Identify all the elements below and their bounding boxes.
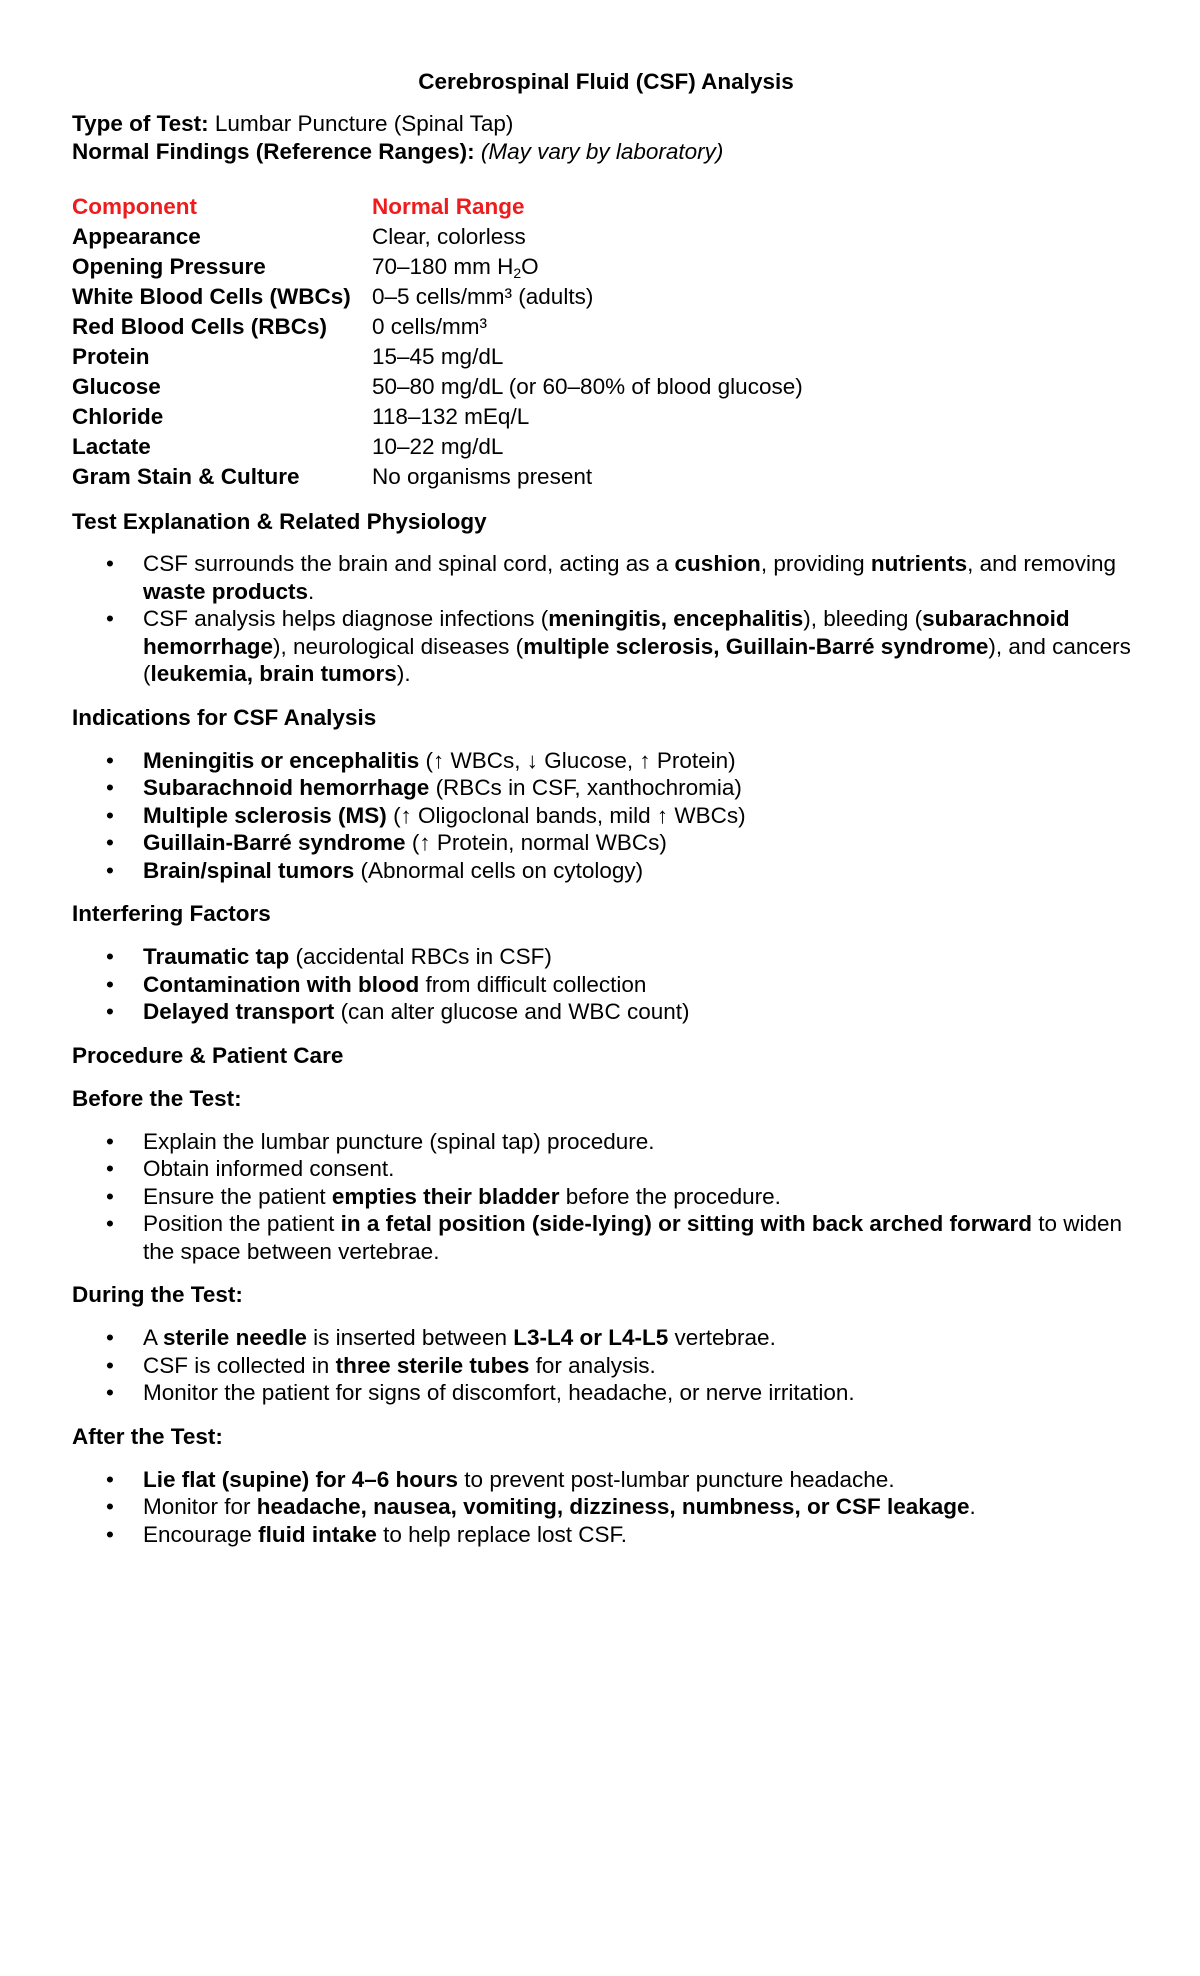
text: (accidental RBCs in CSF) — [289, 944, 552, 969]
text: CSF analysis helps diagnose infections ( — [143, 606, 549, 631]
bold-text: subarachnoid hemorrhage — [143, 606, 1070, 659]
bold-text: Delayed transport — [143, 999, 335, 1024]
component-cell: Protein — [72, 344, 150, 369]
table-row — [72, 252, 1132, 282]
bullet-icon: • — [106, 606, 114, 631]
bold-text: cushion — [674, 551, 761, 576]
bold-text: in a fetal position (side-lying) or sitting with back arched forward — [340, 1211, 1032, 1236]
list-item — [72, 802, 1132, 830]
text: (RBCs in CSF, xanthochromia) — [429, 775, 742, 800]
text: Monitor for — [143, 1494, 257, 1519]
text: to help replace lost CSF. — [376, 1521, 627, 1547]
after-list — [72, 1466, 1132, 1549]
bold-text: Contamination with blood — [143, 971, 420, 997]
text: Encourage — [143, 1521, 259, 1547]
section-heading-procedure: Procedure & Patient Care — [72, 1042, 344, 1068]
text: , providing — [760, 551, 871, 576]
header-component: Component — [72, 194, 197, 219]
list-item — [72, 747, 1132, 775]
bullet-icon: • — [106, 775, 114, 800]
during-list — [72, 1324, 1132, 1407]
normal-range-cell: 0 cells/mm³ — [372, 314, 488, 339]
text: Position the patient — [143, 1211, 341, 1236]
bullet-icon: • — [106, 1156, 114, 1181]
bold-text: fluid intake — [258, 1521, 377, 1547]
text: CSF surrounds the brain and spinal cord, acting as a — [143, 551, 675, 576]
list-item — [72, 1324, 1132, 1352]
bold-text: Traumatic tap — [143, 944, 290, 969]
text: to prevent post-lumbar puncture headache. — [458, 1466, 895, 1492]
text: to widen the space between vertebrae. — [143, 1211, 1123, 1264]
normal-range-cell: 118–132 mEq/L — [372, 404, 530, 429]
bullet-icon: • — [106, 1380, 114, 1405]
text: is inserted between — [306, 1325, 514, 1350]
text: (↑ WBCs, ↓ Glucose, ↑ Protein) — [419, 747, 736, 773]
text: A — [143, 1325, 164, 1350]
bullet-icon: • — [106, 857, 114, 883]
bold-text: meningitis, encephalitis — [548, 606, 804, 631]
bold-text: Multiple sclerosis (MS) — [143, 802, 387, 828]
list-item — [72, 829, 1132, 857]
table-row — [72, 432, 1132, 462]
normal-range-cell: 50–80 mg/dL (or 60–80% of blood glucose) — [372, 374, 803, 399]
bullet-icon: • — [106, 1521, 114, 1547]
list-item — [72, 971, 1132, 999]
normal-range-cell: 10–22 mg/dL — [372, 434, 504, 459]
list-item — [72, 550, 1132, 605]
bullet-icon: • — [106, 1466, 114, 1492]
list-item — [72, 1379, 1132, 1407]
component-cell: White Blood Cells (WBCs) — [72, 284, 351, 309]
before-list — [72, 1128, 1132, 1266]
text: CSF is collected in — [143, 1352, 336, 1378]
indications-list — [72, 747, 1132, 885]
bold-text: Lie flat (supine) for 4–6 hours — [143, 1466, 459, 1492]
text: Ensure the patient — [143, 1183, 332, 1209]
section-heading-interfering: Interfering Factors — [72, 901, 271, 926]
component-cell: Chloride — [72, 404, 164, 429]
list-item — [72, 1210, 1132, 1265]
text: (↑ Oligoclonal bands, mild ↑ WBCs) — [386, 802, 746, 828]
component-cell: Glucose — [72, 374, 161, 399]
table-header-row — [72, 192, 1132, 222]
document-title: Cerebrospinal Fluid (CSF) Analysis — [418, 69, 794, 94]
list-item — [72, 998, 1132, 1026]
table-row — [72, 282, 1132, 312]
table-row — [72, 462, 1132, 492]
bold-text: Meningitis or encephalitis — [143, 747, 420, 773]
normal-findings-line — [72, 138, 1132, 166]
bullet-icon: • — [106, 1183, 114, 1209]
bold-text: L3-L4 or L4-L5 — [513, 1325, 669, 1350]
text: vertebrae. — [668, 1325, 776, 1350]
text: for analysis. — [529, 1352, 656, 1378]
text: before the procedure. — [559, 1183, 781, 1209]
component-cell: Appearance — [72, 224, 201, 249]
text: from difficult collection — [419, 971, 647, 997]
bullet-icon: • — [106, 971, 114, 997]
table-row — [72, 342, 1132, 372]
component-cell: Lactate — [72, 434, 151, 459]
document-page — [72, 68, 1132, 1548]
list-item — [72, 1521, 1132, 1549]
text: (↑ Protein, normal WBCs) — [405, 830, 667, 855]
header-normal-range: Normal Range — [372, 194, 525, 219]
normal-range-cell: Clear, colorless — [372, 224, 526, 249]
bullet-icon: • — [106, 1352, 114, 1378]
normal-range-cell: 0–5 cells/mm³ (adults) — [372, 284, 594, 309]
bold-text: leukemia, brain tumors — [150, 661, 397, 686]
bold-text: three sterile tubes — [335, 1352, 530, 1378]
bold-text: waste products — [143, 578, 309, 604]
text: Explain the lumbar puncture (spinal tap) procedure. — [143, 1128, 655, 1154]
normal-range-cell: 15–45 mg/dL — [372, 344, 504, 369]
section-heading-after: After the Test: — [72, 1423, 223, 1449]
list-item — [72, 1128, 1132, 1156]
component-cell: Red Blood Cells (RBCs) — [72, 314, 328, 339]
list-item — [72, 1493, 1132, 1521]
bold-text: headache, nausea, vomiting, dizziness, numbness, or CSF leakage — [256, 1494, 970, 1519]
bullet-icon: • — [106, 551, 114, 576]
reference-range-table — [72, 192, 1132, 492]
bold-text: Subarachnoid hemorrhage — [143, 775, 430, 800]
text: Monitor the patient for signs of discomfort, headache, or nerve irritation. — [143, 1380, 855, 1405]
bullet-icon: • — [106, 802, 114, 828]
test-type-value: Lumbar Puncture (Spinal Tap) — [208, 111, 514, 136]
range-subscript: 2 — [513, 265, 522, 281]
list-item — [72, 857, 1132, 885]
range-text: O — [521, 254, 539, 279]
normal-range-cell: No organisms present — [372, 464, 593, 489]
text: . — [308, 578, 315, 604]
list-item — [72, 1352, 1132, 1380]
normal-findings-note: (May vary by laboratory) — [480, 139, 724, 164]
table-row — [72, 402, 1132, 432]
bullet-icon: • — [106, 830, 114, 855]
list-item — [72, 1183, 1132, 1211]
bullet-icon: • — [106, 1211, 114, 1236]
text: ), neurological diseases ( — [273, 633, 524, 659]
bullet-icon: • — [106, 1128, 114, 1154]
bold-text: empties their bladder — [331, 1183, 560, 1209]
list-item — [72, 774, 1132, 802]
component-cell: Opening Pressure — [72, 254, 266, 279]
list-item — [72, 1466, 1132, 1494]
section-heading-during: During the Test: — [72, 1282, 243, 1307]
bullet-icon: • — [106, 944, 114, 969]
table-row — [72, 372, 1132, 402]
range-text: 70–180 mm H — [372, 254, 514, 279]
table-row — [72, 222, 1132, 252]
text: (can alter glucose and WBC count) — [334, 999, 690, 1024]
bullet-icon: • — [106, 747, 114, 773]
bullet-icon: • — [106, 1494, 114, 1519]
list-item — [72, 943, 1132, 971]
list-item — [72, 1155, 1132, 1183]
text: (Abnormal cells on cytology) — [354, 857, 644, 883]
table-row — [72, 312, 1132, 342]
bold-text: nutrients — [870, 551, 968, 576]
component-cell: Gram Stain & Culture — [72, 464, 300, 489]
bold-text: Brain/spinal tumors — [143, 857, 355, 883]
text: . — [969, 1494, 976, 1519]
section-heading-explanation: Test Explanation & Related Physiology — [72, 509, 487, 534]
list-item — [72, 605, 1132, 688]
text: ), bleeding ( — [803, 606, 923, 631]
text: ), and cancers ( — [143, 633, 1131, 686]
text: Obtain informed consent. — [143, 1156, 395, 1181]
interfering-list — [72, 943, 1132, 1026]
normal-findings-label: Normal Findings (Reference Ranges): — [72, 139, 475, 164]
bold-text: sterile needle — [163, 1325, 307, 1350]
bold-text: Guillain-Barré syndrome — [143, 830, 406, 855]
normal-range-cell — [372, 252, 539, 282]
test-type-label: Type of Test: — [72, 111, 209, 136]
bullet-icon: • — [106, 1325, 114, 1350]
text: ). — [396, 661, 411, 686]
section-heading-before: Before the Test: — [72, 1085, 242, 1111]
bullet-icon: • — [106, 999, 114, 1024]
explanation-list — [72, 550, 1132, 688]
text: , and removing — [967, 551, 1116, 576]
bold-text: multiple sclerosis, Guillain-Barré syndrome — [523, 633, 989, 659]
section-heading-indications: Indications for CSF Analysis — [72, 704, 377, 730]
test-type-line — [72, 110, 1132, 138]
